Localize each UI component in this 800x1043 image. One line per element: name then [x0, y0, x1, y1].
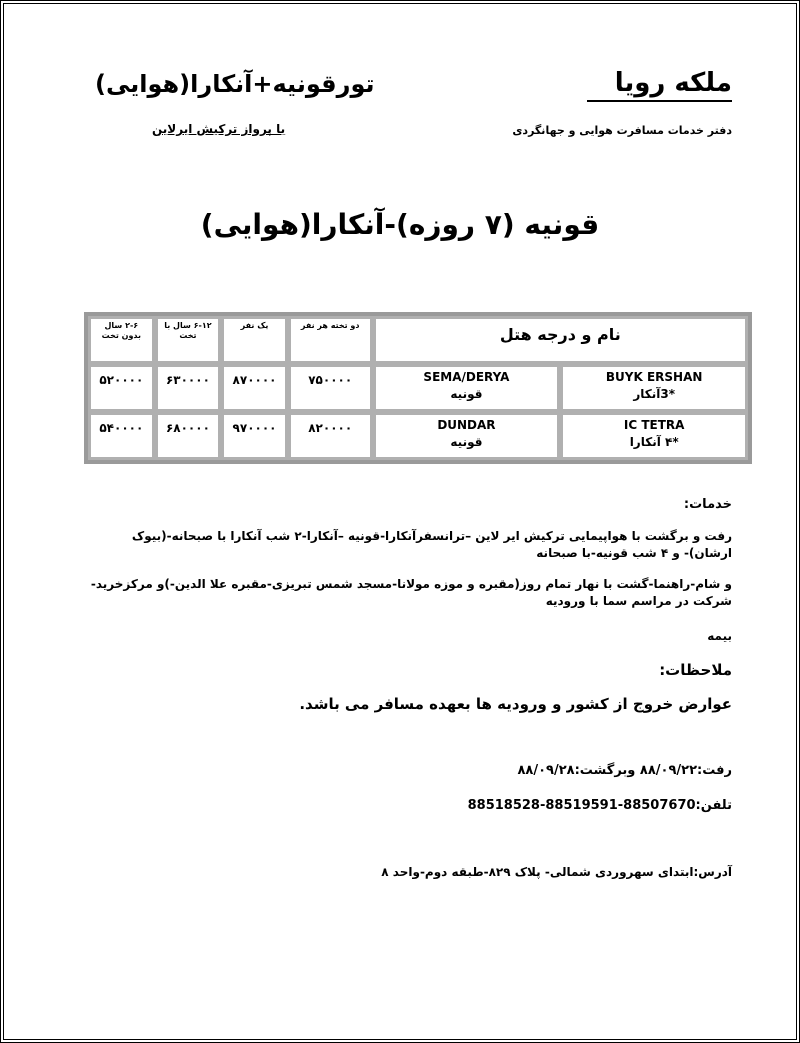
header-child-2-6: ۲-۶ سال بدون تخت — [88, 316, 155, 364]
price-double: ۸۲۰۰۰۰ — [288, 412, 373, 460]
ankara-hotel-name: BUYK ERSHAN — [605, 370, 703, 384]
company-name: ملکه رویا — [587, 68, 732, 102]
address: آدرس:ابتدای سهروردی شمالی- پلاک ۸۲۹-طبقه دوم-واحد ۸ — [381, 865, 732, 879]
price-single: ۹۷۰۰۰۰ — [221, 412, 288, 460]
notes-text: عوارض خروج از کشور و ورودیه ها بعهده مسافر می باشد. — [299, 695, 732, 713]
header-hotel: نام و درجه هتل — [373, 316, 748, 364]
header-double: دو تخته هر نفر — [288, 316, 373, 364]
phone-numbers: تلفن:88507670-88519591-88518528 — [467, 798, 732, 813]
price-child-2-6: ۵۲۰۰۰۰ — [88, 364, 155, 412]
ankara-hotel-cell — [560, 364, 748, 412]
header-single: یک نفر — [221, 316, 288, 364]
tour-heading: تورقونیه+آنکارا(هوایی) — [95, 70, 375, 98]
services-line-1: رفت و برگشت با هواپیمایی ترکیش ایر لاین –ترانسفرآنکارا-قونیه –آنکارا-۲ شب آنکارا با صبحانه-(بیوک ارشان)- و ۴ شب قونیه-با صبحانه — [131, 529, 732, 561]
office-description: دفتر خدمات مسافرت هوایی و جهانگردی — [512, 124, 732, 137]
price-single: ۸۷۰۰۰۰ — [221, 364, 288, 412]
ankara-hotel-grade: *۴ آنکارا — [629, 434, 679, 449]
price-double: ۷۵۰۰۰۰ — [288, 364, 373, 412]
services-line-2: و شام-راهنما-گشت با نهار تمام روز(مقبره و موزه مولانا-مسجد شمس تبریزی-مقبره علا الدین-)و مرکزخرید-شرکت در مراسم سما با ورودیه — [90, 577, 732, 609]
konya-hotel-cell — [373, 412, 561, 460]
notes-title: ملاحظات: — [659, 661, 732, 679]
table-row — [88, 412, 748, 460]
konya-hotel-name: DUNDAR — [437, 418, 496, 432]
table-row — [88, 364, 748, 412]
price-table — [84, 312, 752, 464]
ankara-hotel-grade: *3آنکار — [633, 386, 675, 401]
services-title: خدمات: — [683, 497, 732, 512]
ankara-hotel-cell — [560, 412, 748, 460]
table-header-row — [88, 316, 748, 364]
price-child-6-12: ۶۳۰۰۰۰ — [155, 364, 222, 412]
insurance-note: بیمه — [707, 629, 732, 643]
konya-hotel-city: قونیه — [450, 386, 483, 401]
konya-hotel-city: قونیه — [450, 434, 483, 449]
price-child-6-12: ۶۸۰۰۰۰ — [155, 412, 222, 460]
konya-hotel-name: SEMA/DERYA — [423, 370, 510, 384]
konya-hotel-cell — [373, 364, 561, 412]
price-child-2-6: ۵۴۰۰۰۰ — [88, 412, 155, 460]
ankara-hotel-name: IC TETRA — [623, 418, 685, 432]
header-child-6-12: ۶-۱۲ سال با تخت — [155, 316, 222, 364]
travel-dates: رفت:۸۸/۰۹/۲۲ وبرگشت:۸۸/۰۹/۲۸ — [517, 763, 732, 778]
airline-note: با پرواز ترکیش ایرلاین — [152, 122, 286, 136]
main-title: قونیه (۷ روزه)-آنکارا(هوایی) — [200, 208, 600, 241]
